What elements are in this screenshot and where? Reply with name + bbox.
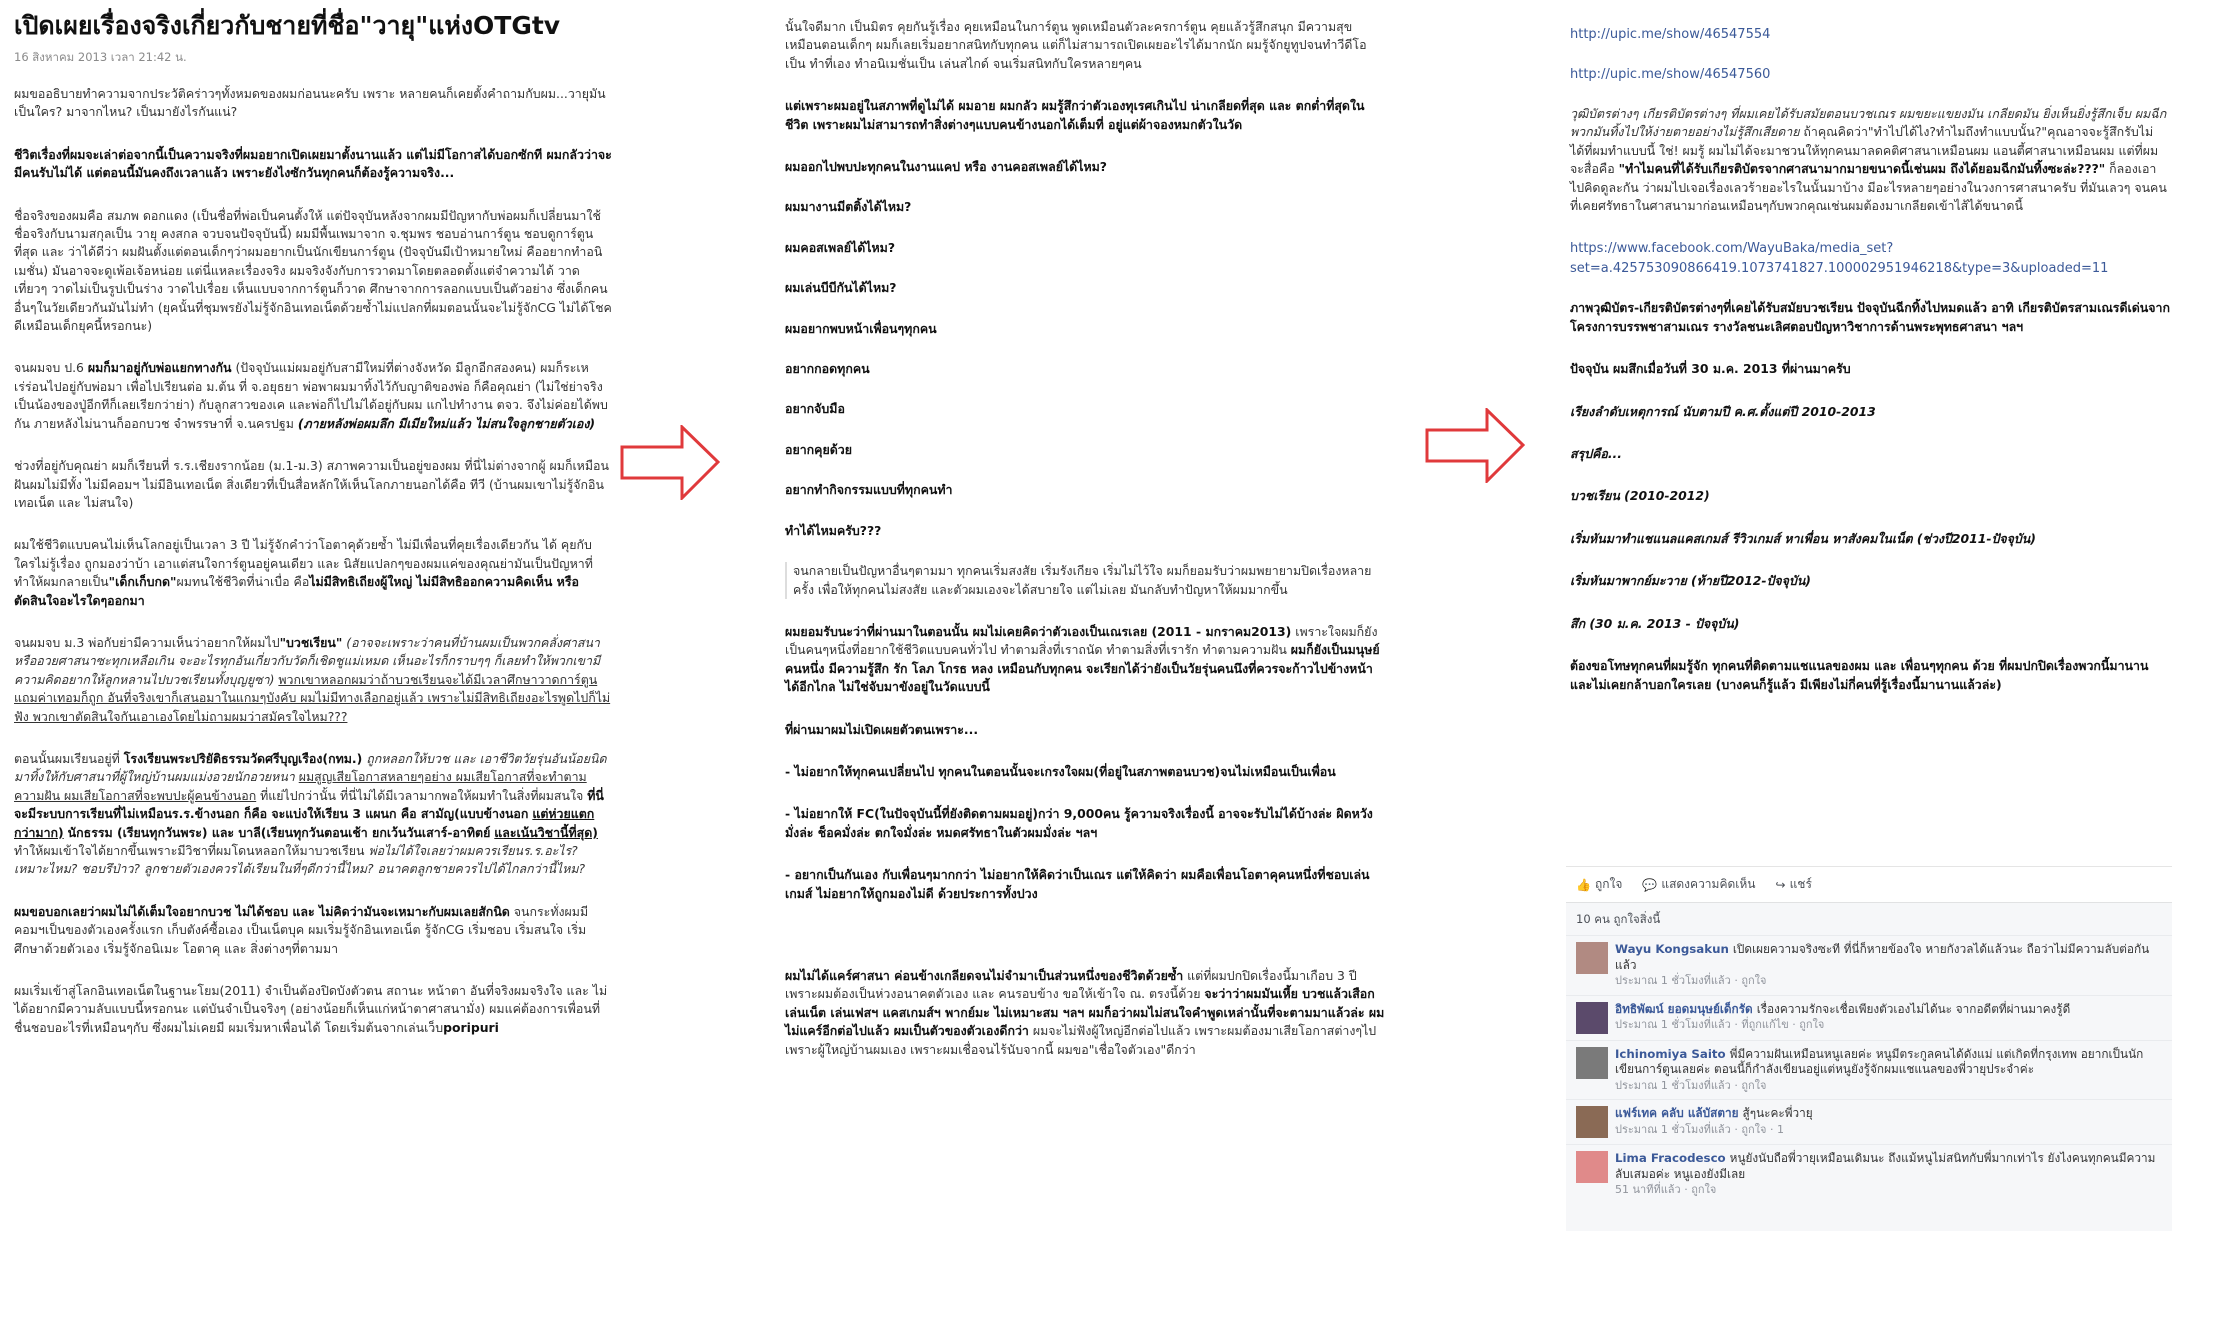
comment-text: หนูยังนับถือพี่วายุเหมือนเดิมนะ ถึงแม้หนูไม่สนิทกับพี่มากเท่าไร ยังไงคนทุกคนมีความลับเสมอค่ะ หนูเองยังมีเลย	[1615, 1151, 2156, 1181]
avatar[interactable]	[1576, 1002, 1608, 1034]
like-button[interactable]	[1576, 875, 1622, 894]
post-paragraph: ปัจจุบัน ผมสึกเมื่อวันที่ 30 ม.ค. 2013 ที่ผ่านมาครับ	[1570, 361, 1851, 377]
post-paragraph: อยากคุยด้วย	[785, 441, 852, 457]
comment-author-link[interactable]: อิทธิพัฒน์ ยอดมนุษย์เด็กรัด	[1615, 1001, 1753, 1016]
post-paragraph: บวชเรียน (2010-2012)	[1570, 488, 1710, 504]
likes-count[interactable]: 10 คน ถูกใจสิ่งนี้	[1576, 912, 1661, 926]
post-body-part-3	[1570, 25, 2170, 694]
post-paragraph: ผมอยากพบหน้าเพื่อนๆทุกคน	[785, 320, 937, 336]
right-arrow-icon	[620, 425, 720, 500]
post-paragraph: ภาพวุฒิบัตร-เกียรติบัตรต่างๆที่เคยได้รับสมัยบวชเรียน ปัจจุบันฉีกทิ้งไปหมดแล้ว อาทิ เกียรติบัตรสามเณรดีเด่นจากโครงการบรรพชาสามเณร รางวัลชนะเลิศตอบปัญหาวิชาการด้านพระพุทธศาสนา ฯลฯ	[1570, 300, 2170, 334]
post-paragraph: ผมมางานมีตติ้งได้ไหม?	[785, 199, 912, 215]
post-paragraph: แต่เพราะผมอยู่ในสภาพที่ดูไม่ได้ ผมอาย ผมกลัว ผมรู้สึกว่าตัวเองทุเรศเกินไป น่าเกลียดที่สุด และ ตกต่ำที่สุดในชีวิต เพราะผมไม่สามารถทำสิ่งต่างๆแบบคนข้างนอกได้เต็มที่ อยู่แต่ผ้าจองหมกตัวในวัด	[785, 98, 1365, 132]
post-paragraph: อยากทำกิจกรรมแบบที่ทุกคนทำ	[785, 482, 953, 498]
comment-meta[interactable]: ประมาณ 1 ชั่วโมงที่แล้ว · ถูกใจ · 1	[1615, 1122, 1784, 1136]
post-paragraph: เรียงลำดับเหตุการณ์ นับตามปี ค.ศ.ตั้งแต่ปี 2010-2013	[1570, 403, 1876, 419]
fb-action-bar	[1566, 867, 2172, 903]
post-paragraph: วุฒิบัตรต่างๆ เกียรติบัตรต่างๆ ที่ผมเคยได้รับสมัยตอนบวชเณร ผมขยะแขยงมัน เกลียดมัน ยิ่งเห็นยิ่งรู้สึกเจ็บ ผมฉีกพวกมันทิ้งไปให้ง่ายตายอย่างไม่รู้สึกเสียดาย ถ้าคุณคิดว่า"ทำไปได้ไง?ทำไมถึงทำแบบนั้น?"คุณอาจจะรู้สึกรับไม่ได้ที่ผมทำแบบนี้ ใช่! ผมรู้ ผมไม่ได้จะมาชวนให้ทุกคนมาลดคติศาสนาเหมือนผม แอนตี้ศาสนาเหมือนผม แต่ที่ผมจะสื่อคือ "ทำไมคนที่ได้รับเกียรติบัตรจากศาสนามากมายขนาดนี้เช่นผม ถึงได้ยอมฉีกมันทิ้งซะล่ะ???" ก็ลองเอาไปคิดดูละกัน ว่าผมไปเจอเรื่องเลวร้ายอะไรในนั้นมาบ้าง มีอะไรหลายๆอย่างในวงการศาสนาครับ ที่มันเลวๆ จนคนที่เคยศรัทธาในศาสนามาก่อนเหมือนๆกับพวกคุณเช่นผมต้องมาเกลียดเข้าไส้ได้ขนาดนี้	[1570, 106, 2167, 214]
comment-text: พี่มีความฝันเหมือนหนูเลยค่ะ หนูมีตระกูลคนได้ดังแม่ แต่เกิดที่กรุงเทพ อยากเป็นนักเขียนการ์ตูนเลยค่ะ ตอนนี้ก็กำลังเขียนอยู่แต่หนูยังรู้จักผมแชแนลของพี่วายุประจำค่ะ	[1615, 1046, 2144, 1076]
comment-meta[interactable]: ประมาณ 1 ชั่วโมงที่แล้ว · ที่ถูกแก้ไข · ถูกใจ	[1615, 1018, 1825, 1031]
comment-text: เรื่องความรักจะเชื่อเพียงตัวเองไม่ได้นะ จากอดีตที่ผ่านมาคงรู้ดี	[1756, 1001, 2071, 1016]
comment-item	[1566, 995, 2172, 1040]
post-paragraph: ผมคอสเพลย์ได้ไหม?	[785, 239, 896, 255]
post-column-1	[14, 0, 612, 1061]
comment-item	[1566, 1099, 2172, 1144]
post-title: เปิดเผยเรื่องจริงเกี่ยวกับชายที่ชื่อ"วายุ"แห่งOTGtv	[14, 11, 561, 40]
post-paragraph: จนผมจบ ม.3 พ่อกับย่ามีความเห็นว่าอยากให้ผมไป"บวชเรียน" (อาจจะเพราะว่าคนที่บ้านผมเป็นพวกคลั่งศาสนาหรืออวยศาสนาซะทุกเหลือเกิน จะอะไรทุกอันเกี่ยวกับวัดก็เชิดชูแม่เหมด เห็นอะไรก็กราบๆๆ ก็เลยทำให้พวกเขามีความคิดอยากให้ลูกหลานไปบวชเรียนทั้งบุญยูซา) พวกเขาหลอกผมว่าถ้าบวชเรียนจะได้มีเวลาศึกษาวาดการ์ตูน แถมค่าเทอมก็ถูก อันที่จริงเขาก็เสนอมาในแกมๆบังคับ ผมไม่มีทางเลือกอยู่แล้ว เพราะไม่มีสิทธิเถียงอะไรพูดไปก็ไม่ฟัง พวกเขาตัดสินใจกันเอาเองโดยไม่ถามผมว่าสมัครใจไหม???	[14, 634, 611, 724]
post-date: 16 สิงหาคม 2013 เวลา 21:42 น.	[14, 50, 187, 64]
comment-author-link[interactable]: Lima Fracodesco	[1615, 1151, 1726, 1165]
comment-text: สู้ๆนะคะพี่วายุ	[1742, 1106, 1813, 1120]
post-paragraph: ผมเล่นบีบีกันได้ไหม?	[785, 280, 897, 296]
share-label: แชร์	[1789, 877, 1812, 891]
post-paragraph: อยากจับมือ	[785, 401, 845, 417]
comment-item	[1566, 1144, 2172, 1204]
comment-body	[1615, 1151, 2162, 1198]
comment-icon: 💬	[1642, 877, 1658, 892]
post-paragraph: - ไม่อยากให้ FC(ในปัจจุบันนี้ที่ยังติดตามผมอยู่)กว่า 9,000คน รู้ความจริงเรื่องนี้ อาจจะรับไม่ได้บ้างล่ะ ผิดหวังมั่งล่ะ ช็อคมั่งล่ะ ตกใจมั่งล่ะ หมดศรัทธาในตัวผมมั่งล่ะ ฯลฯ	[785, 806, 1373, 840]
post-paragraph: ที่ผ่านมาผมไม่เปิดเผยตัวตนเพราะ...	[785, 721, 979, 737]
avatar[interactable]	[1576, 1151, 1608, 1183]
post-paragraph: ตอนนั้นผมเรียนอยู่ที่ โรงเรียนพระปริยัติธรรมวัดศรีบุญเรือง(กทม.) ถูกหลอกให้บวช และ เอาชีวิตวัยรุ่นอันน้อยนิดมาทิ้งให้กับศาสนาที่ผู้ใหญ่บ้านผมแม่งอวยนักอวยหนา ผมสูญเสียโอกาสหลายๆอย่าง ผมเสียโอกาสที่จะทำตามความฝัน ผมเสียโอกาสที่จะพบปะผู้คนข้างนอก ที่แย่ไปกว่านั้น ที่นี่ไม่ได้มีเวลามากพอให้ผมทำในสิ่งที่ผมสนใจ ที่นี่จะมีระบบการเรียนที่ไม่เหมือนร.ร.ข้างนอก ก็คือ จะแบ่งให้เรียน 3 แผนก คือ สามัญ(แบบข้างนอก แต่ห่วยแตกกว่ามาก) นักธรรม (เรียนทุกวันพระ) และ บาลี(เรียนทุกวันตอนเช้า ยกเว้นวันเสาร์-อาทิตย์ และเน้นวิชานี้ที่สุด) ทำให้ผมเข้าใจได้ยากขึ้นเพราะมีวิชาที่ผมโดนหลอกให้มาบวชเรียน พ่อไม่ได้ใจเลยว่าผมควรเรียนร.ร.อะไร? เหมาะไหม? ชอบรึป่าว? ลูกชายตัวเองควรได้เรียนในที่ๆดีกว่านี้ไหม? อนาคตลูกชายควรไปได้ไกลกว่านี้ไหม?	[14, 750, 607, 877]
comment-body	[1615, 1047, 2162, 1094]
post-paragraph: ทำได้ไหมครับ???	[785, 522, 882, 538]
comment-item	[1566, 935, 2172, 995]
right-arrow-icon	[1425, 408, 1525, 483]
comment-label: แสดงความคิดเห็น	[1661, 877, 1756, 891]
share-icon: ↪	[1775, 877, 1786, 892]
avatar[interactable]	[1576, 942, 1608, 974]
comment-list	[1566, 935, 2172, 1204]
post-paragraph: ผมเริ่มเข้าสู่โลกอินเทอเน็ตในฐานะโยม(2011) จำเป็นต้องปิดบังตัวตน สถานะ หน้าตา อันที่จริงผมจริงใจ และ ไม่ได้อยากมีความลับแบบนี้หรอกนะ แต่บันจำเป็นจริงๆ (อย่างน้อยก็เห็นแก่หน้าตาศาสนามั่ง) ผมแค่ต้องการเพื่อนที่ชื่นชอบอะไรที่เหมือนๆกับ ซึ่งผมไม่เคยมี ผมเริ่มหาเพื่อนได้ โดยเริ่มต้นจากเล่นเว็บporipuri	[14, 983, 608, 1035]
post-body-part-1	[14, 85, 612, 1037]
thumbs-up-icon: 👍	[1576, 877, 1591, 892]
post-paragraph: เริ่มหันมาพากย์มะวาย (ท้ายปี2012-ปัจจุบัน)	[1570, 573, 1811, 589]
post-link[interactable]: http://upic.me/show/46547560	[1570, 67, 1771, 82]
post-paragraph: ต้องขอโทษทุกคนที่ผมรู้จัก ทุกคนที่ติดตามแชแนลของผม และ เพื่อนๆทุกคน ด้วย ที่ผมปกปิดเรื่องพวกนี้มานาน และไม่เคยกล้าบอกใครเลย (บางคนก็รู้แล้ว มีเพียงไม่กี่คนที่รู้เรื่องนี้มานานแล้วล่ะ)	[1570, 658, 2149, 692]
post-paragraph: ผมออกไปพบปะทุกคนในงานแคป หรือ งานคอสเพลย์ได้ไหม?	[785, 159, 1107, 175]
comment-meta[interactable]: 51 นาทีที่แล้ว · ถูกใจ	[1615, 1183, 1717, 1196]
post-paragraph: สรุปคือ...	[1570, 446, 1622, 462]
post-paragraph: - อยากเป็นกันเอง กับเพื่อนๆมากกว่า ไม่อยากให้คิดว่าเป็นเณร แต่ให้คิดว่า ผมคือเพื่อนโอตาคุคนหนึ่งที่ชอบเล่นเกมส์ ไม่อยากให้ถูกมองไม่ดี ด้วยประการทั้งปวง	[785, 867, 1370, 901]
comment-author-link[interactable]: Ichinomiya Saito	[1615, 1046, 1726, 1061]
post-link[interactable]: https://www.facebook.com/WayuBaka/media_set?set=a.425753090866419.1073741827.100002951946218&type=3&uploaded=11	[1570, 241, 2109, 277]
post-column-3	[1570, 25, 2170, 718]
post-paragraph: ผมยอมรับนะว่าที่ผ่านมาในตอนนั้น ผมไม่เคยคิดว่าตัวเองเป็นเณรเลย (2011 - มกราคม2013) เพราะใจผมก็ยังเป็นคนๆหนึ่งที่อยากใช้ชีวิตแบบคนทั่วไป ทำตามสิ่งที่เราถนัด ทำตามสิ่งที่เรารัก ทำตามความฝัน ผมก็ยังเป็นมนุษย์คนหนึ่ง มีความรู้สึก รัก โลภ โกรธ หลง เหมือนกับทุกคน จะเรียกได้ว่ายังเป็นวัยรุ่นคนนึงที่ควรจะก้าวไปข้างหน้าได้อีกไกล ไม่ใช่จับมาขังอยู่ในวัดแบบนี้	[785, 623, 1380, 695]
comment-body	[1615, 942, 2162, 989]
comment-author-link[interactable]: แฟร์เทค คลับ แล้บัสตาย	[1615, 1106, 1739, 1120]
post-paragraph: - ไม่อยากให้ทุกคนเปลี่ยนไป ทุกคนในตอนนั้นจะเกรงใจผม(ที่อยู่ในสภาพตอนบวช)จนไม่เหมือนเป็นเพื่อน	[785, 763, 1336, 779]
post-link[interactable]: http://upic.me/show/46547554	[1570, 27, 1771, 42]
comment-body	[1615, 1106, 1813, 1138]
facebook-comments-panel	[1566, 866, 2172, 1231]
post-paragraph: จนผมจบ ป.6 ผมก็มาอยู่กับพ่อแยกทางกัน (ปัจจุบันแม่ผมอยู่กับสามีใหม่ที่ต่างจังหวัด มีลูกอีกสองคน) ผมก็ระเหเร่ร่อนไปอยู่กับพ่อมา เพื่อไปเรียนต่อ ม.ต้น ที่ จ.อยุธยา พ่อพาผมมาทิ้งไว้กับญาติของพ่อ ก็คือคุณย่า (ไม่ใช่ย่าจริง เป็นน้องของปู่อีกทีก็เลยเรียกว่าย่า) กับลูกสาวของเค และพ่อก็ไปไม่ได้อยู่กับผม แกไปทำงาน ตจว. จึงไม่ค่อยได้พบกัน ภายหลังไม่นานก็ออกบวช จำพรรษาที่ จ.นครปฐม (ภายหลังพ่อผมลึก มีเมียใหม่แล้ว ไม่สนใจลูกชายตัวเอง)	[14, 360, 608, 431]
post-paragraph: ช่วงที่อยู่กับคุณย่า ผมก็เรียนที่ ร.ร.เชียงรากน้อย (ม.1-ม.3) สภาพความเป็นอยู่ของผม ที่นี่ไม่ต่างจากผู้ ผมก็เหมือนฝันผมไม่มีทั้ง ไม่มีคอมฯ ไม่มีอินเทอเน็ต สิ่งเดียวที่เป็นสื่อหลักให้เห็นโลกภายนอกได้คือ ทีวี (บ้านผมเขาไม่รู้จักอินเทอเน็ต และ ไม่สนใจ)	[14, 458, 609, 510]
like-label: ถูกใจ	[1594, 877, 1623, 891]
comment-text: เปิดเผยความจริงซะที ที่นี่ก็หายข้องใจ หายกังวลได้แล้วนะ ถือว่าไม่มีความลับต่อกันแล้ว	[1615, 942, 2150, 972]
comment-meta[interactable]: ประมาณ 1 ชั่วโมงที่แล้ว · ถูกใจ	[1615, 1078, 1767, 1092]
post-paragraph: ชีวิตเรื่องที่ผมจะเล่าต่อจากนี้เป็นความจริงที่ผมอยากเปิดเผยมาตั้งนานแล้ว แต่ไม่มีโอกาสได้บอกซักที ผมกลัวว่าจะมีคนรับไม่ได้ แต่ตอนนี้มันคงถึงเวลาแล้ว เพราะยังไงซักวันทุกคนก็ต้องรู้ความจริง...	[14, 146, 612, 181]
comment-item	[1566, 1040, 2172, 1100]
post-body-part-2	[785, 18, 1385, 1059]
share-button[interactable]	[1776, 875, 1812, 894]
post-paragraph: ผมไม่ได้แคร์ศาสนา ค่อนข้างเกลียดจนไม่จำมาเป็นส่วนหนึ่งของชีวิตด้วยซ้ำ แต่ที่ผมปกปิดเรื่องนี้มาเกือบ 3 ปี เพราะผมต้องเป็นห่วงอนาคตตัวเอง และ คนรอบข้าง ขอให้เข้าใจ ณ. ตรงนี้ด้วย จะว่าว่าผมมันเหี้ย บวชแล้วเสือกเล่นเน็ต เล่นเฟสฯ แคสเกมส์ฯ พากย์มะ ไม่เหมาะสม ฯลฯ ผมก็อว่าผมไม่สนใจคำพูดเหล่านั้นที่จะตามมาแล้วล่ะ ผมไม่แคร์อีกต่อไปแล้ว ผมเป็นตัวของตัวเองดีกว่า ผมจะไม่ฟังผู้ใหญ่อีกต่อไปแล้ว เพราะผมต้องมาเสียโอกาสต่างๆไป เพราะผู้ใหญ่บ้านผมเอง เพราะผมเชื่อจนไร้นับจากนี้ ผมขอ"เชื่อใจตัวเอง"ดีกว่า	[785, 967, 1385, 1057]
comment-button[interactable]	[1642, 875, 1755, 894]
post-paragraph: เริ่มหันมาทำแชแนลแคสเกมส์ รีวิวเกมส์ หาเพื่อน หาสังคมในเน็ต (ช่วงปี2011-ปัจจุบัน)	[1570, 530, 2036, 546]
post-paragraph: ผมใช้ชีวิตแบบคนไม่เห็นโลกอยู่เป็นเวลา 3 ปี ไม่รู้จักคำว่าโอตาคุด้วยซ้ำ ไม่มีเพื่อนที่คุยเรื่องเดียวกัน ได้ คุยกับใครไม่รู้เรื่อง ถูกมองว่าบ้า เอาแต่สนใจการ์ตูนอยู่คนเดียว และ นิสัยแปลกๆของผมแค่ของคุณย่ามันเป็นปัญหาที่ทำให้ผมกลายเป็น"เด็กเก็บกด"ผมทนใช้ชีวิตที่น่าเบื่อ คือไม่มีสิทธิเถียงผู้ใหญ่ ไม่มีสิทธิออกความคิดเห็น หรือ ตัดสินใจอะไรใดๆออกมา	[14, 537, 593, 608]
post-paragraph: จนกลายเป็นปัญหาอื่นๆตามมา ทุกคนเริ่มสงสัย เริ่มรังเกียจ เริ่มไม่ไว้ใจ ผมก็ยอมรับว่าผมพยายามปิดเรื่องหลายครั้ง เพื่อให้ทุกคนไม่สงสัย และตัวผมเองจะได้สบายใจ แต่ไม่เลย มันกลับทำปัญหาให้ผมมากขึ้น	[785, 562, 1385, 599]
comment-meta[interactable]: ประมาณ 1 ชั่วโมงที่แล้ว · ถูกใจ	[1615, 974, 1767, 987]
comment-body	[1615, 1002, 2070, 1034]
post-paragraph: ผมขอบอกเลยว่าผมไม่ได้เต็มใจอยากบวช ไม่ได้ชอบ และ ไม่คิดว่ามันจะเหมาะกับผมเลยสักนิด จนกระทั่งผมมีคอมฯเป็นของตัวเองครั้งแรก เก็บตังค์ซื้อเอง เป็นเน็ตบุค ผมเริ่มรู้จักอินเทอเน็ต รู้จักCG เริ่มชอบ เริ่มสนใจ เริ่มศึกษาด้วยตัวเอง เริ่มรู้จักอนิเมะ โอตาคุ และ สิ่งต่างๆที่ตามมา	[14, 903, 589, 956]
avatar[interactable]	[1576, 1106, 1608, 1138]
post-paragraph: นั้นใจดีมาก เป็นมิตร คุยกันรู้เรื่อง คุยเหมือนในการ์ตูน พูดเหมือนตัวละครการ์ตูน คุยแล้วรู้สึกสนุก มีความสุข เหมือนตอนเด็กๆ ผมก็เลยเริ่มอยากสนิทกับทุกคน แต่ก็ไม่สามารถเปิดเผยอะไรได้มากนัก ผมรู้จักยูทูปจนทำวีดีโอเป็น ทำที่เอง ทำอนิเมชั่นเป็น เล่นสไกด์ จนเริ่มสนิทกับใครหลายๆคน	[785, 19, 1367, 71]
post-paragraph: ชื่อจริงของผมคือ สมภพ ดอกแดง (เป็นชื่อที่พ่อเป็นคนตั้งให้ แต่ปัจจุบันหลังจากผมมีปัญหากับพ่อผมก็เปลี่ยนมาใช้ชื่อจริงกับนามสกุลเป็น วายุ คงสกล จวบจนปัจจุบันนี้) ผมมีพื้นเพมาจาก จ.ชุมพร ชอบอ่านการ์ตูน ชอบดูการ์ตูนที่สุด และ ว่าได้ดีว่า ผมฝันตั้งแต่ตอนเด็กๆว่าผมอยากเป็นนักเขียนการ์ตูน (ปัจจุบันมีเป้าหมายใหม่ คืออยากทำอนิเมชั่น) มันอาจจะดูเพ้อเจ้อหน่อย แต่นี่แหละเรื่องจริง ผมจริงจังกับการวาดมาโดยตลอดตั้งแต่จำความได้ วาดเที่ยวๆ วาดไม่เป็นรูปเป็นร่าง วาดไปเรื่อย เห็นแบบจากการ์ตูนก็วาด ศึกษาจากการลอกแบบเป็นตัวอย่าง ซึ่งเด็กคนอื่นๆในวัยเดียวกันมันไม่ทำ (ยุคนั้นที่ชุมพรยังไม่รู้จักอินเทอเน็ตด้วยซ้ำไม่แปลกที่ผมตอนนั้นจะไม่รู้จักCG ไม่ได้โชคดีเหมือนเด็กยุคนี้หรอกนะ)	[14, 207, 612, 334]
post-paragraph: สึก (30 ม.ค. 2013 - ปัจจุบัน)	[1570, 615, 1740, 631]
post-paragraph: อยากกอดทุกคน	[785, 361, 870, 377]
post-column-2	[785, 18, 1385, 1083]
avatar[interactable]	[1576, 1047, 1608, 1079]
comment-author-link[interactable]: Wayu Kongsakun	[1615, 942, 1729, 956]
post-paragraph: ผมขออธิบายทำความจากประวัติคร่าวๆทั้งหมดของผมก่อนนะครับ เพราะ หลายคนก็เคยตั้งคำถามกับผม...วายุมันเป็นใคร? มาจากไหน? เป็นมายังไรกันแน่?	[14, 86, 606, 120]
